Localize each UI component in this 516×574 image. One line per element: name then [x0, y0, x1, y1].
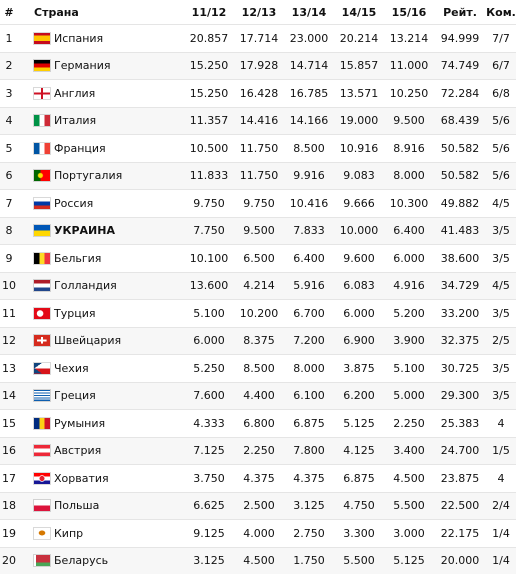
season-1-points-cell: 13.600	[184, 272, 234, 300]
rank-cell: 1	[0, 25, 18, 53]
season-2-points-cell: 17.928	[234, 52, 284, 80]
teams-cell: 6/7	[486, 52, 516, 80]
country-cell	[18, 25, 184, 53]
country-cell	[18, 437, 184, 465]
country-name: УКРАИНА	[54, 224, 115, 238]
country-cell	[18, 300, 184, 328]
season-2-points-cell: 4.400	[234, 382, 284, 410]
teams-cell: 1/4	[486, 547, 516, 574]
season-2-points-cell: 6.500	[234, 245, 284, 273]
header-row	[0, 0, 516, 25]
season-2-points-cell: 4.000	[234, 520, 284, 548]
season-3-points-cell: 6.400	[284, 245, 334, 273]
flag-portugal-icon	[34, 170, 50, 181]
rank-cell: 18	[0, 492, 18, 520]
teams-cell: 2/5	[486, 327, 516, 355]
country-name: Франция	[54, 141, 106, 155]
country-name: Португалия	[54, 169, 123, 183]
season-4-points-cell: 3.300	[334, 520, 384, 548]
flag-austria-icon	[34, 445, 50, 456]
rating-cell: 22.175	[434, 520, 486, 548]
rating-cell: 20.000	[434, 547, 486, 574]
flag-russia-icon	[34, 198, 50, 209]
season-3-points-cell: 4.375	[284, 465, 334, 493]
season-1-points-cell: 20.857	[184, 25, 234, 53]
country-cell	[18, 162, 184, 190]
rating-cell: 94.999	[434, 25, 486, 53]
rank-cell: 8	[0, 217, 18, 245]
season-5-points-cell: 5.100	[384, 355, 434, 383]
season-5-points-cell: 11.000	[384, 52, 434, 80]
season-1-points-cell: 7.750	[184, 217, 234, 245]
season-4-points-cell: 20.214	[334, 25, 384, 53]
rating-cell: 25.383	[434, 410, 486, 438]
header-season-1: 11/12	[191, 5, 227, 19]
table-row	[0, 272, 516, 300]
season-5-points-cell: 3.900	[384, 327, 434, 355]
flag-england-icon	[34, 88, 50, 99]
header-season-5: 15/16	[391, 5, 427, 19]
country-name: Хорватия	[54, 471, 109, 485]
flag-greece-icon	[34, 390, 50, 401]
teams-cell: 3/5	[486, 217, 516, 245]
country-name: Австрия	[54, 444, 102, 458]
season-5-points-cell: 13.214	[384, 25, 434, 53]
rating-cell: 50.582	[434, 162, 486, 190]
rank-cell: 6	[0, 162, 18, 190]
season-2-points-cell: 4.214	[234, 272, 284, 300]
season-3-points-cell: 7.800	[284, 437, 334, 465]
country-cell	[18, 327, 184, 355]
season-5-points-cell: 5.500	[384, 492, 434, 520]
season-4-points-cell: 5.500	[334, 547, 384, 574]
season-2-points-cell: 4.500	[234, 547, 284, 574]
rank-cell: 17	[0, 465, 18, 493]
season-1-points-cell: 15.250	[184, 80, 234, 108]
table-row	[0, 245, 516, 273]
table-row	[0, 492, 516, 520]
teams-cell: 1/5	[486, 437, 516, 465]
table-row	[0, 382, 516, 410]
rating-cell: 33.200	[434, 300, 486, 328]
season-1-points-cell: 9.125	[184, 520, 234, 548]
season-3-points-cell: 8.000	[284, 355, 334, 383]
season-3-points-cell: 6.700	[284, 300, 334, 328]
flag-germany-icon	[34, 60, 50, 71]
season-5-points-cell: 5.125	[384, 547, 434, 574]
season-3-points-cell: 9.916	[284, 162, 334, 190]
season-3-points-cell: 7.833	[284, 217, 334, 245]
season-1-points-cell: 10.100	[184, 245, 234, 273]
header-rating: Рейт.	[443, 5, 477, 19]
season-4-points-cell: 9.083	[334, 162, 384, 190]
season-4-points-cell: 13.571	[334, 80, 384, 108]
country-cell	[18, 465, 184, 493]
teams-cell: 4/5	[486, 190, 516, 218]
season-4-points-cell: 19.000	[334, 107, 384, 135]
season-4-points-cell: 6.083	[334, 272, 384, 300]
season-5-points-cell: 9.500	[384, 107, 434, 135]
rank-cell: 11	[0, 300, 18, 328]
season-3-points-cell: 7.200	[284, 327, 334, 355]
country-cell	[18, 80, 184, 108]
season-2-points-cell: 9.500	[234, 217, 284, 245]
country-cell	[18, 520, 184, 548]
rank-cell: 10	[0, 272, 18, 300]
season-3-points-cell: 6.875	[284, 410, 334, 438]
season-1-points-cell: 3.125	[184, 547, 234, 574]
season-3-points-cell: 6.100	[284, 382, 334, 410]
table-row	[0, 80, 516, 108]
country-name: Бельгия	[54, 251, 102, 265]
season-4-points-cell: 3.875	[334, 355, 384, 383]
teams-cell: 4	[486, 465, 516, 493]
rank-cell: 4	[0, 107, 18, 135]
flag-ukraine-icon	[34, 225, 50, 236]
season-5-points-cell: 8.000	[384, 162, 434, 190]
season-1-points-cell: 5.250	[184, 355, 234, 383]
season-5-points-cell: 10.300	[384, 190, 434, 218]
season-4-points-cell: 4.750	[334, 492, 384, 520]
country-cell	[18, 135, 184, 163]
season-2-points-cell: 2.500	[234, 492, 284, 520]
country-name: Кипр	[54, 526, 84, 540]
header-teams: Ком.	[486, 5, 516, 19]
season-4-points-cell: 10.000	[334, 217, 384, 245]
teams-cell: 4/5	[486, 272, 516, 300]
season-5-points-cell: 5.000	[384, 382, 434, 410]
country-name: Италия	[54, 114, 97, 128]
rank-cell: 16	[0, 437, 18, 465]
rank-cell: 14	[0, 382, 18, 410]
rank-cell: 7	[0, 190, 18, 218]
season-1-points-cell: 10.500	[184, 135, 234, 163]
rating-cell: 34.729	[434, 272, 486, 300]
teams-cell: 3/5	[486, 382, 516, 410]
season-3-points-cell: 14.166	[284, 107, 334, 135]
rating-cell: 68.439	[434, 107, 486, 135]
season-5-points-cell: 8.916	[384, 135, 434, 163]
country-name: Россия	[54, 196, 94, 210]
table-row	[0, 465, 516, 493]
country-name: Испания	[54, 31, 104, 45]
season-1-points-cell: 6.000	[184, 327, 234, 355]
season-1-points-cell: 11.357	[184, 107, 234, 135]
season-4-points-cell: 9.666	[334, 190, 384, 218]
season-5-points-cell: 3.000	[384, 520, 434, 548]
rating-cell: 72.284	[434, 80, 486, 108]
season-4-points-cell: 6.900	[334, 327, 384, 355]
flag-switzerland-icon	[34, 335, 50, 346]
country-name: Польша	[54, 499, 100, 513]
table-row	[0, 162, 516, 190]
rating-cell: 50.582	[434, 135, 486, 163]
country-cell	[18, 107, 184, 135]
season-2-points-cell: 2.250	[234, 437, 284, 465]
rank-cell: 19	[0, 520, 18, 548]
rating-cell: 30.725	[434, 355, 486, 383]
season-1-points-cell: 7.125	[184, 437, 234, 465]
country-cell	[18, 410, 184, 438]
header-season-4: 14/15	[341, 5, 377, 19]
table-row	[0, 217, 516, 245]
country-cell	[18, 52, 184, 80]
flag-netherlands-icon	[34, 280, 50, 291]
season-3-points-cell: 5.916	[284, 272, 334, 300]
rating-cell: 24.700	[434, 437, 486, 465]
country-cell	[18, 355, 184, 383]
country-name: Англия	[54, 86, 96, 100]
flag-belgium-icon	[34, 253, 50, 264]
rank-cell: 13	[0, 355, 18, 383]
season-3-points-cell: 2.750	[284, 520, 334, 548]
season-5-points-cell: 6.400	[384, 217, 434, 245]
season-2-points-cell: 11.750	[234, 162, 284, 190]
season-4-points-cell: 6.000	[334, 300, 384, 328]
season-1-points-cell: 4.333	[184, 410, 234, 438]
teams-cell: 5/6	[486, 135, 516, 163]
rating-cell: 74.749	[434, 52, 486, 80]
rating-cell: 23.875	[434, 465, 486, 493]
country-name: Голландия	[54, 279, 117, 293]
season-1-points-cell: 6.625	[184, 492, 234, 520]
header-country: Страна	[34, 5, 79, 19]
season-5-points-cell: 3.400	[384, 437, 434, 465]
teams-cell: 1/4	[486, 520, 516, 548]
season-4-points-cell: 15.857	[334, 52, 384, 80]
flag-italy-icon	[34, 115, 50, 126]
country-cell	[18, 245, 184, 273]
flag-spain-icon	[34, 33, 50, 44]
rank-cell: 20	[0, 547, 18, 574]
teams-cell: 6/8	[486, 80, 516, 108]
season-5-points-cell: 4.500	[384, 465, 434, 493]
flag-croatia-icon	[34, 473, 50, 484]
teams-cell: 2/4	[486, 492, 516, 520]
country-cell	[18, 382, 184, 410]
rating-cell: 38.600	[434, 245, 486, 273]
country-cell	[18, 217, 184, 245]
table-row	[0, 52, 516, 80]
header-num: #	[4, 5, 14, 19]
season-4-points-cell: 9.600	[334, 245, 384, 273]
table-row	[0, 355, 516, 383]
country-name: Германия	[54, 59, 111, 73]
country-name: Швейцария	[54, 334, 122, 348]
rank-cell: 15	[0, 410, 18, 438]
flag-turkey-icon	[34, 308, 50, 319]
country-name: Чехия	[54, 361, 89, 375]
season-3-points-cell: 8.500	[284, 135, 334, 163]
rating-cell: 49.882	[434, 190, 486, 218]
rating-cell: 29.300	[434, 382, 486, 410]
rank-cell: 5	[0, 135, 18, 163]
season-3-points-cell: 1.750	[284, 547, 334, 574]
season-1-points-cell: 9.750	[184, 190, 234, 218]
table-row	[0, 410, 516, 438]
flag-belarus-icon	[34, 555, 50, 566]
season-3-points-cell: 10.416	[284, 190, 334, 218]
season-3-points-cell: 16.785	[284, 80, 334, 108]
season-4-points-cell: 6.875	[334, 465, 384, 493]
season-1-points-cell: 3.750	[184, 465, 234, 493]
season-3-points-cell: 14.714	[284, 52, 334, 80]
season-4-points-cell: 10.916	[334, 135, 384, 163]
season-1-points-cell: 7.600	[184, 382, 234, 410]
teams-cell: 7/7	[486, 25, 516, 53]
season-2-points-cell: 8.375	[234, 327, 284, 355]
header-season-3: 13/14	[291, 5, 327, 19]
season-3-points-cell: 3.125	[284, 492, 334, 520]
season-2-points-cell: 10.200	[234, 300, 284, 328]
season-2-points-cell: 11.750	[234, 135, 284, 163]
teams-cell: 5/6	[486, 162, 516, 190]
rank-cell: 12	[0, 327, 18, 355]
season-2-points-cell: 9.750	[234, 190, 284, 218]
flag-cyprus-icon	[34, 528, 50, 539]
table-row	[0, 25, 516, 53]
country-cell	[18, 272, 184, 300]
rating-cell: 41.483	[434, 217, 486, 245]
flag-france-icon	[34, 143, 50, 154]
season-5-points-cell: 5.200	[384, 300, 434, 328]
table-row	[0, 520, 516, 548]
table-row	[0, 135, 516, 163]
season-2-points-cell: 8.500	[234, 355, 284, 383]
flag-czech-icon	[34, 363, 50, 374]
header-season-2: 12/13	[241, 5, 277, 19]
season-5-points-cell: 2.250	[384, 410, 434, 438]
season-4-points-cell: 4.125	[334, 437, 384, 465]
teams-cell: 3/5	[486, 300, 516, 328]
country-cell	[18, 492, 184, 520]
season-2-points-cell: 14.416	[234, 107, 284, 135]
season-2-points-cell: 16.428	[234, 80, 284, 108]
flag-poland-icon	[34, 500, 50, 511]
teams-cell: 3/5	[486, 355, 516, 383]
season-5-points-cell: 4.916	[384, 272, 434, 300]
season-5-points-cell: 10.250	[384, 80, 434, 108]
rank-cell: 2	[0, 52, 18, 80]
season-2-points-cell: 4.375	[234, 465, 284, 493]
country-name: Румыния	[54, 416, 106, 430]
rank-cell: 3	[0, 80, 18, 108]
rank-cell: 9	[0, 245, 18, 273]
season-1-points-cell: 11.833	[184, 162, 234, 190]
season-4-points-cell: 6.200	[334, 382, 384, 410]
table-row	[0, 107, 516, 135]
season-1-points-cell: 15.250	[184, 52, 234, 80]
rating-cell: 22.500	[434, 492, 486, 520]
season-4-points-cell: 5.125	[334, 410, 384, 438]
season-2-points-cell: 6.800	[234, 410, 284, 438]
flag-romania-icon	[34, 418, 50, 429]
teams-cell: 4	[486, 410, 516, 438]
table-row	[0, 190, 516, 218]
season-1-points-cell: 5.100	[184, 300, 234, 328]
table-row	[0, 300, 516, 328]
country-name: Турция	[54, 306, 96, 320]
table-row	[0, 437, 516, 465]
country-cell	[18, 547, 184, 574]
teams-cell: 5/6	[486, 107, 516, 135]
rating-cell: 32.375	[434, 327, 486, 355]
country-cell	[18, 190, 184, 218]
teams-cell: 3/5	[486, 245, 516, 273]
country-name: Беларусь	[54, 554, 109, 568]
country-name: Греция	[54, 389, 96, 403]
season-5-points-cell: 6.000	[384, 245, 434, 273]
table-row	[0, 547, 516, 574]
table-row	[0, 327, 516, 355]
season-2-points-cell: 17.714	[234, 25, 284, 53]
season-3-points-cell: 23.000	[284, 25, 334, 53]
